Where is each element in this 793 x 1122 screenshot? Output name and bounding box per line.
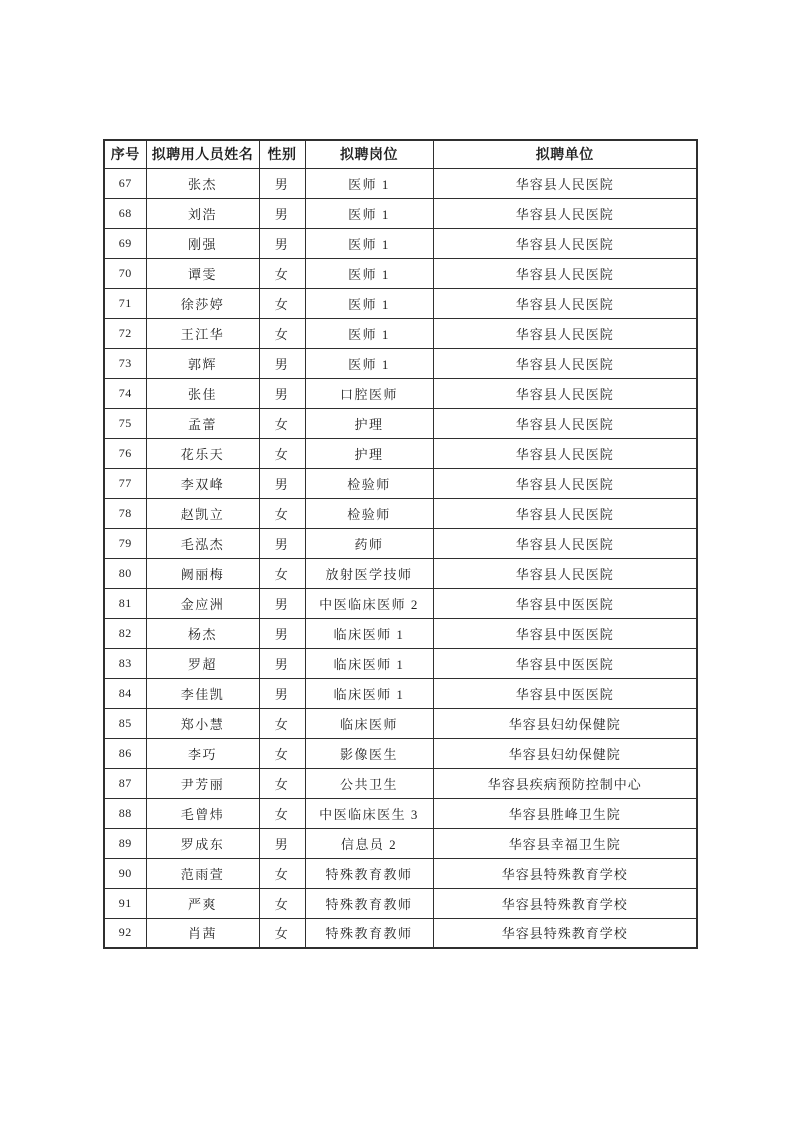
table-row: [104, 798, 697, 828]
table-row: [104, 168, 697, 198]
employing-unit-cell: 华容县人民医院: [433, 168, 697, 198]
employing-unit-cell: 华容县中医医院: [433, 618, 697, 648]
serial-number-cell: 74: [104, 378, 146, 408]
table-row: [104, 228, 697, 258]
candidate-name-cell: 李双峰: [146, 468, 259, 498]
gender-cell: 男: [259, 648, 305, 678]
serial-number-cell: 77: [104, 468, 146, 498]
gender-cell: 男: [259, 678, 305, 708]
gender-cell: 女: [259, 738, 305, 768]
candidate-name-cell: 郭辉: [146, 348, 259, 378]
header-serial-number: 序号: [104, 140, 146, 168]
candidate-name-cell: 毛泓杰: [146, 528, 259, 558]
employing-unit-cell: 华容县人民医院: [433, 528, 697, 558]
position-cell: 临床医师: [305, 708, 433, 738]
table-row: [104, 678, 697, 708]
employing-unit-cell: 华容县人民医院: [433, 198, 697, 228]
gender-cell: 男: [259, 588, 305, 618]
position-cell: 检验师: [305, 498, 433, 528]
gender-cell: 男: [259, 348, 305, 378]
serial-number-cell: 90: [104, 858, 146, 888]
candidate-name-cell: 李巧: [146, 738, 259, 768]
serial-number-cell: 86: [104, 738, 146, 768]
header-position: 拟聘岗位: [305, 140, 433, 168]
gender-cell: 女: [259, 888, 305, 918]
table-row: [104, 828, 697, 858]
gender-cell: 女: [259, 858, 305, 888]
candidate-name-cell: 严爽: [146, 888, 259, 918]
gender-cell: 男: [259, 378, 305, 408]
employing-unit-cell: 华容县特殊教育学校: [433, 888, 697, 918]
serial-number-cell: 70: [104, 258, 146, 288]
recruitment-roster-table: [103, 139, 698, 949]
serial-number-cell: 81: [104, 588, 146, 618]
gender-cell: 女: [259, 258, 305, 288]
employing-unit-cell: 华容县人民医院: [433, 348, 697, 378]
position-cell: 医师 1: [305, 258, 433, 288]
serial-number-cell: 68: [104, 198, 146, 228]
candidate-name-cell: 罗超: [146, 648, 259, 678]
table-row: [104, 408, 697, 438]
candidate-name-cell: 刘浩: [146, 198, 259, 228]
employing-unit-cell: 华容县幸福卫生院: [433, 828, 697, 858]
gender-cell: 男: [259, 528, 305, 558]
candidate-name-cell: 花乐天: [146, 438, 259, 468]
gender-cell: 男: [259, 168, 305, 198]
serial-number-cell: 92: [104, 918, 146, 948]
gender-cell: 男: [259, 468, 305, 498]
serial-number-cell: 84: [104, 678, 146, 708]
serial-number-cell: 71: [104, 288, 146, 318]
candidate-name-cell: 金应洲: [146, 588, 259, 618]
serial-number-cell: 79: [104, 528, 146, 558]
position-cell: 医师 1: [305, 348, 433, 378]
employing-unit-cell: 华容县人民医院: [433, 288, 697, 318]
employing-unit-cell: 华容县疾病预防控制中心: [433, 768, 697, 798]
candidate-name-cell: 孟蕾: [146, 408, 259, 438]
serial-number-cell: 78: [104, 498, 146, 528]
candidate-name-cell: 杨杰: [146, 618, 259, 648]
serial-number-cell: 80: [104, 558, 146, 588]
header-gender: 性别: [259, 140, 305, 168]
gender-cell: 女: [259, 768, 305, 798]
table-row: [104, 528, 697, 558]
employing-unit-cell: 华容县人民医院: [433, 258, 697, 288]
position-cell: 检验师: [305, 468, 433, 498]
employing-unit-cell: 华容县胜峰卫生院: [433, 798, 697, 828]
employing-unit-cell: 华容县人民医院: [433, 438, 697, 468]
table-row: [104, 888, 697, 918]
position-cell: 药师: [305, 528, 433, 558]
position-cell: 中医临床医师 2: [305, 588, 433, 618]
gender-cell: 女: [259, 288, 305, 318]
position-cell: 医师 1: [305, 318, 433, 348]
serial-number-cell: 88: [104, 798, 146, 828]
candidate-name-cell: 赵凯立: [146, 498, 259, 528]
employing-unit-cell: 华容县人民医院: [433, 468, 697, 498]
serial-number-cell: 75: [104, 408, 146, 438]
position-cell: 特殊教育教师: [305, 858, 433, 888]
serial-number-cell: 83: [104, 648, 146, 678]
table-row: [104, 378, 697, 408]
candidate-name-cell: 刚强: [146, 228, 259, 258]
serial-number-cell: 82: [104, 618, 146, 648]
gender-cell: 女: [259, 918, 305, 948]
candidate-name-cell: 谭雯: [146, 258, 259, 288]
position-cell: 医师 1: [305, 228, 433, 258]
table-row: [104, 468, 697, 498]
serial-number-cell: 72: [104, 318, 146, 348]
gender-cell: 女: [259, 708, 305, 738]
gender-cell: 男: [259, 198, 305, 228]
header-row: [104, 140, 697, 168]
employing-unit-cell: 华容县人民医院: [433, 408, 697, 438]
employing-unit-cell: 华容县中医医院: [433, 648, 697, 678]
serial-number-cell: 85: [104, 708, 146, 738]
position-cell: 医师 1: [305, 288, 433, 318]
candidate-name-cell: 郑小慧: [146, 708, 259, 738]
candidate-name-cell: 王江华: [146, 318, 259, 348]
employing-unit-cell: 华容县人民医院: [433, 498, 697, 528]
gender-cell: 男: [259, 618, 305, 648]
table-row: [104, 708, 697, 738]
candidate-name-cell: 徐莎婷: [146, 288, 259, 318]
employing-unit-cell: 华容县人民医院: [433, 378, 697, 408]
table-row: [104, 558, 697, 588]
table-row: [104, 318, 697, 348]
table-body: [104, 168, 697, 948]
position-cell: 信息员 2: [305, 828, 433, 858]
position-cell: 临床医师 1: [305, 618, 433, 648]
table-row: [104, 588, 697, 618]
position-cell: 护理: [305, 438, 433, 468]
position-cell: 特殊教育教师: [305, 918, 433, 948]
position-cell: 医师 1: [305, 168, 433, 198]
gender-cell: 女: [259, 438, 305, 468]
candidate-name-cell: 毛曾炜: [146, 798, 259, 828]
candidate-name-cell: 张杰: [146, 168, 259, 198]
position-cell: 医师 1: [305, 198, 433, 228]
serial-number-cell: 67: [104, 168, 146, 198]
position-cell: 临床医师 1: [305, 648, 433, 678]
position-cell: 影像医生: [305, 738, 433, 768]
employing-unit-cell: 华容县妇幼保健院: [433, 738, 697, 768]
table-row: [104, 768, 697, 798]
gender-cell: 男: [259, 828, 305, 858]
table-row: [104, 648, 697, 678]
serial-number-cell: 76: [104, 438, 146, 468]
candidate-name-cell: 尹芳丽: [146, 768, 259, 798]
gender-cell: 女: [259, 318, 305, 348]
candidate-name-cell: 罗成东: [146, 828, 259, 858]
gender-cell: 女: [259, 408, 305, 438]
candidate-name-cell: 张佳: [146, 378, 259, 408]
table-row: [104, 438, 697, 468]
employing-unit-cell: 华容县妇幼保健院: [433, 708, 697, 738]
table-row: [104, 258, 697, 288]
gender-cell: 男: [259, 228, 305, 258]
table-row: [104, 738, 697, 768]
position-cell: 口腔医师: [305, 378, 433, 408]
serial-number-cell: 87: [104, 768, 146, 798]
position-cell: 护理: [305, 408, 433, 438]
position-cell: 公共卫生: [305, 768, 433, 798]
serial-number-cell: 73: [104, 348, 146, 378]
employing-unit-cell: 华容县中医医院: [433, 678, 697, 708]
table-row: [104, 348, 697, 378]
gender-cell: 女: [259, 558, 305, 588]
candidate-name-cell: 阙丽梅: [146, 558, 259, 588]
serial-number-cell: 89: [104, 828, 146, 858]
candidate-name-cell: 范雨萱: [146, 858, 259, 888]
employing-unit-cell: 华容县特殊教育学校: [433, 918, 697, 948]
employing-unit-cell: 华容县人民医院: [433, 558, 697, 588]
header-candidate-name: 拟聘用人员姓名: [146, 140, 259, 168]
employing-unit-cell: 华容县人民医院: [433, 228, 697, 258]
table-row: [104, 858, 697, 888]
employing-unit-cell: 华容县人民医院: [433, 318, 697, 348]
table-row: [104, 288, 697, 318]
table-row: [104, 198, 697, 228]
table-row: [104, 618, 697, 648]
position-cell: 中医临床医生 3: [305, 798, 433, 828]
gender-cell: 女: [259, 498, 305, 528]
employing-unit-cell: 华容县中医医院: [433, 588, 697, 618]
candidate-name-cell: 李佳凯: [146, 678, 259, 708]
candidate-name-cell: 肖茜: [146, 918, 259, 948]
employing-unit-cell: 华容县特殊教育学校: [433, 858, 697, 888]
table-row: [104, 918, 697, 948]
serial-number-cell: 91: [104, 888, 146, 918]
serial-number-cell: 69: [104, 228, 146, 258]
position-cell: 特殊教育教师: [305, 888, 433, 918]
header-employing-unit: 拟聘单位: [433, 140, 697, 168]
table-row: [104, 498, 697, 528]
position-cell: 临床医师 1: [305, 678, 433, 708]
position-cell: 放射医学技师: [305, 558, 433, 588]
gender-cell: 女: [259, 798, 305, 828]
